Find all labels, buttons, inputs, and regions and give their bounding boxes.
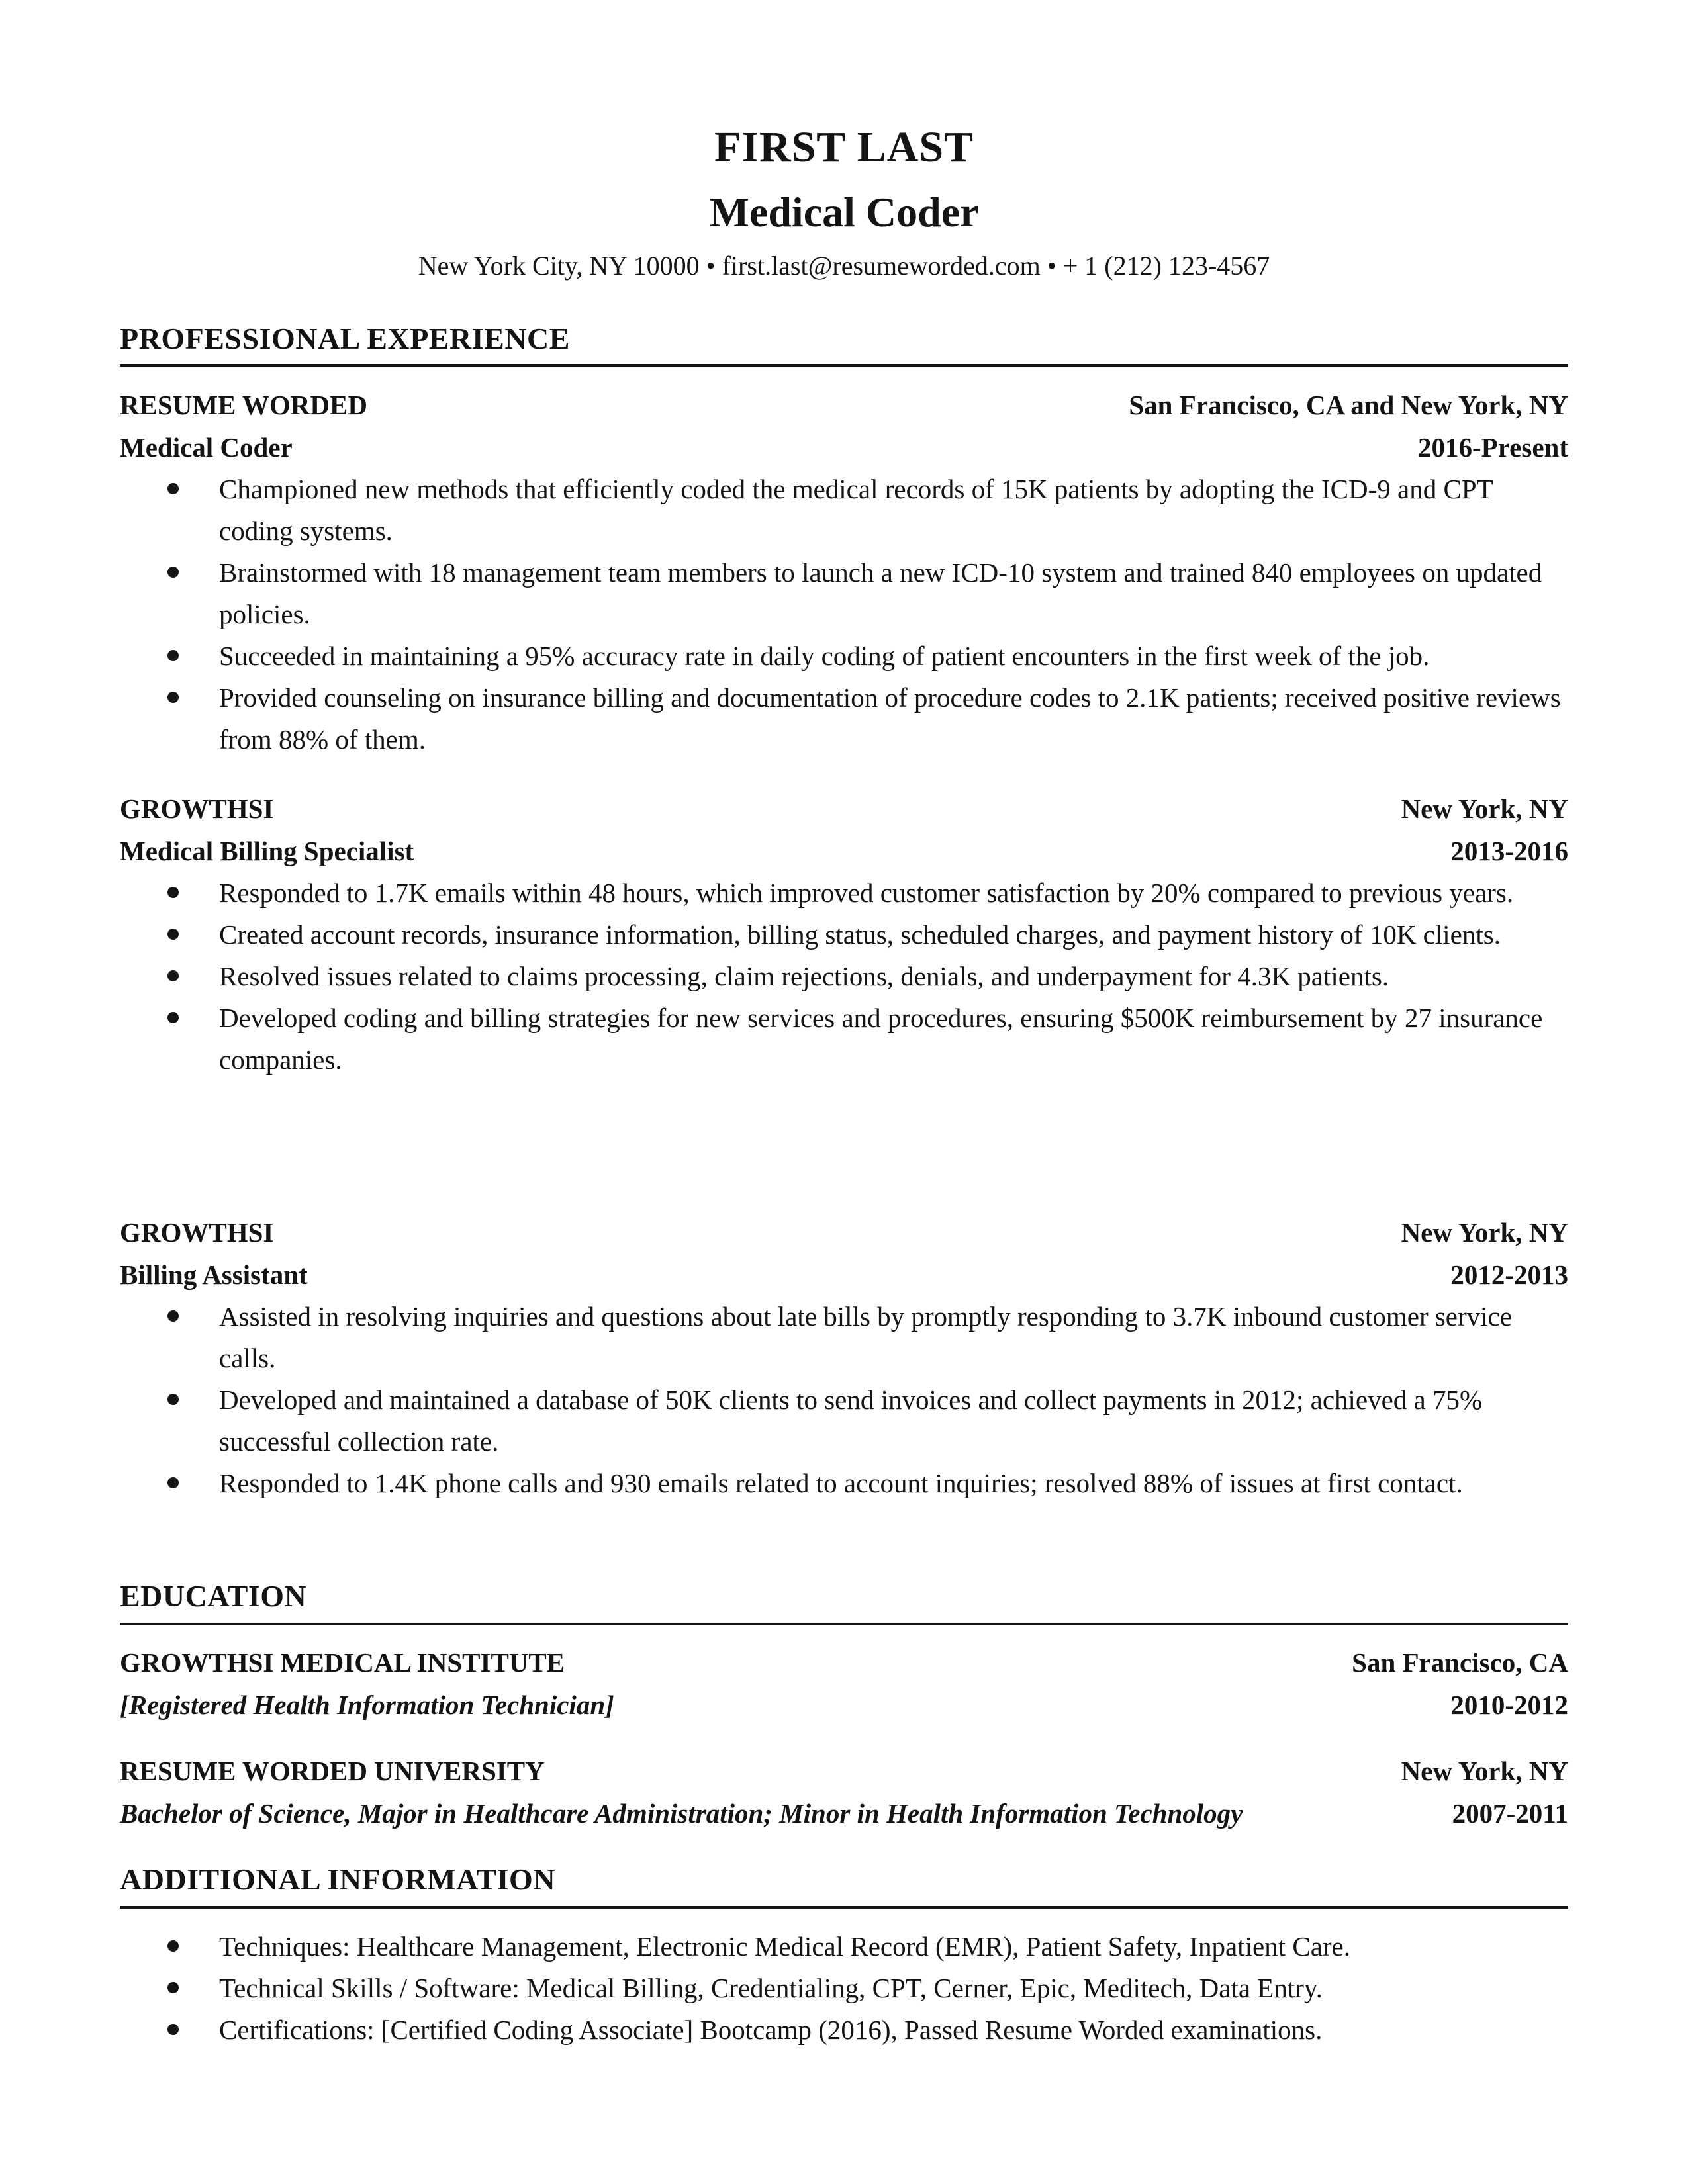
bullet-text: Techniques: Healthcare Management, Electronic Medical Record (EMR), Patient Safety, Inpatient Care. [219, 1931, 1350, 1962]
additional-heading: ADDITIONAL INFORMATION [120, 1862, 556, 1896]
job-3-dates: 2012-2013 [1450, 1259, 1568, 1290]
list-item [120, 914, 1568, 956]
contact-line: New York City, NY 10000 • first.last@resumeworded.com • + 1 (212) 123-4567 [418, 251, 1270, 281]
job-2-role: Medical Billing Specialist [120, 836, 414, 866]
job-2-header [120, 788, 1568, 830]
bullet-text: Brainstormed with 18 management team members to launch a new ICD-10 system and trained 840 employees on updated policies. [219, 557, 1542, 629]
list-item [120, 552, 1568, 635]
job-2-subheader [120, 830, 1568, 872]
bullet-icon [167, 567, 179, 578]
education-heading: EDUCATION [120, 1579, 307, 1613]
bullet-text: Developed and maintained a database of 50K clients to send invoices and collect payments in 2012; achieved a 75% successful collection rate. [219, 1385, 1483, 1457]
job-3-role: Billing Assistant [120, 1259, 308, 1290]
bullet-text: Developed coding and billing strategies for new services and procedures, ensuring $500K reimbursement by 27 insurance companies. [219, 1003, 1543, 1075]
bullet-text: Technical Skills / Software: Medical Billing, Credentialing, CPT, Cerner, Epic, Meditech, Data Entry. [219, 1973, 1323, 2003]
bullet-icon [167, 1310, 179, 1322]
school-2-location: New York, NY [1401, 1756, 1568, 1786]
bullet-text: Certifications: [Certified Coding Associate] Bootcamp (2016), Passed Resume Worded examinations. [219, 2015, 1323, 2045]
job-3-bullets [120, 1296, 1568, 1504]
bullet-icon [167, 1982, 179, 1993]
job-2-bullets [120, 872, 1568, 1081]
bullet-text: Responded to 1.4K phone calls and 930 emails related to account inquiries; resolved 88% of issues at first contact. [219, 1468, 1463, 1498]
job-3-location: New York, NY [1401, 1217, 1568, 1248]
bullet-text: Succeeded in maintaining a 95% accuracy rate in daily coding of patient encounters in the first week of the job. [219, 641, 1430, 671]
job-3-header [120, 1211, 1568, 1253]
school-1-subheader [120, 1684, 1568, 1726]
bullet-icon [167, 1477, 179, 1488]
job-1-header [120, 384, 1568, 426]
job-1-role: Medical Coder [120, 432, 293, 463]
bullet-icon [167, 887, 179, 898]
list-item [120, 2009, 1568, 2051]
job-1-subheader [120, 426, 1568, 469]
list-item [120, 1379, 1568, 1463]
additional-divider [120, 1906, 1568, 1909]
list-item [120, 872, 1568, 914]
bullet-text: Provided counseling on insurance billing and documentation of procedure codes to 2.1K patients; received positive reviews from 88% of them. [219, 682, 1561, 754]
bullet-text: Assisted in resolving inquiries and questions about late bills by promptly responding to 3.7K inbound customer service calls. [219, 1301, 1512, 1373]
bullet-text: Resolved issues related to claims processing, claim rejections, denials, and underpayment for 4.3K patients. [219, 961, 1389, 991]
experience-divider [120, 364, 1568, 367]
list-item [120, 677, 1568, 760]
list-item [120, 956, 1568, 997]
school-1-degree: [Registered Health Information Technician] [120, 1690, 614, 1720]
bullet-text: Championed new methods that efficiently coded the medical records of 15K patients by adopting the ICD-9 and CPT coding systems. [219, 474, 1493, 546]
bullet-icon [167, 1012, 179, 1023]
bullet-icon [167, 650, 179, 661]
bullet-text: Responded to 1.7K emails within 48 hours, which improved customer satisfaction by 20% compared to previous years. [219, 878, 1514, 908]
job-1-bullets [120, 469, 1568, 760]
education-divider [120, 1623, 1568, 1625]
list-item [120, 1296, 1568, 1379]
job-1-company: RESUME WORDED [120, 390, 367, 420]
job-1-location: San Francisco, CA and New York, NY [1129, 390, 1568, 420]
school-1-location: San Francisco, CA [1352, 1647, 1568, 1678]
school-1-dates: 2010-2012 [1450, 1690, 1568, 1720]
bullet-icon [167, 970, 179, 981]
school-2-subheader [120, 1792, 1568, 1835]
bullet-icon [167, 692, 179, 703]
bullet-icon [167, 929, 179, 940]
school-2-name: RESUME WORDED UNIVERSITY [120, 1756, 545, 1786]
list-item [120, 1968, 1568, 2009]
bullet-text: Created account records, insurance information, billing status, scheduled charges, and payment history of 10K clients. [219, 919, 1501, 950]
job-2-company: GROWTHSI [120, 794, 274, 824]
bullet-icon [167, 1940, 179, 1952]
school-2-header [120, 1750, 1568, 1792]
school-1-header [120, 1641, 1568, 1684]
list-item [120, 1926, 1568, 1968]
school-2-degree: Bachelor of Science, Major in Healthcare Administration; Minor in Health Information Technology [120, 1798, 1243, 1829]
job-3-company: GROWTHSI [120, 1217, 274, 1248]
candidate-title: Medical Coder [709, 189, 979, 236]
school-2-dates: 2007-2011 [1452, 1798, 1568, 1829]
job-1-dates: 2016-Present [1418, 432, 1568, 463]
list-item [120, 997, 1568, 1081]
bullet-icon [167, 2024, 179, 2035]
additional-bullets [120, 1926, 1568, 2051]
candidate-name: FIRST LAST [714, 123, 974, 171]
job-2-dates: 2013-2016 [1450, 836, 1568, 866]
experience-heading: PROFESSIONAL EXPERIENCE [120, 322, 570, 355]
list-item [120, 469, 1568, 552]
list-item [120, 1463, 1568, 1504]
bullet-icon [167, 1394, 179, 1405]
list-item [120, 635, 1568, 677]
bullet-icon [167, 483, 179, 494]
job-2-location: New York, NY [1401, 794, 1568, 824]
school-1-name: GROWTHSI MEDICAL INSTITUTE [120, 1647, 565, 1678]
job-3-subheader [120, 1253, 1568, 1296]
